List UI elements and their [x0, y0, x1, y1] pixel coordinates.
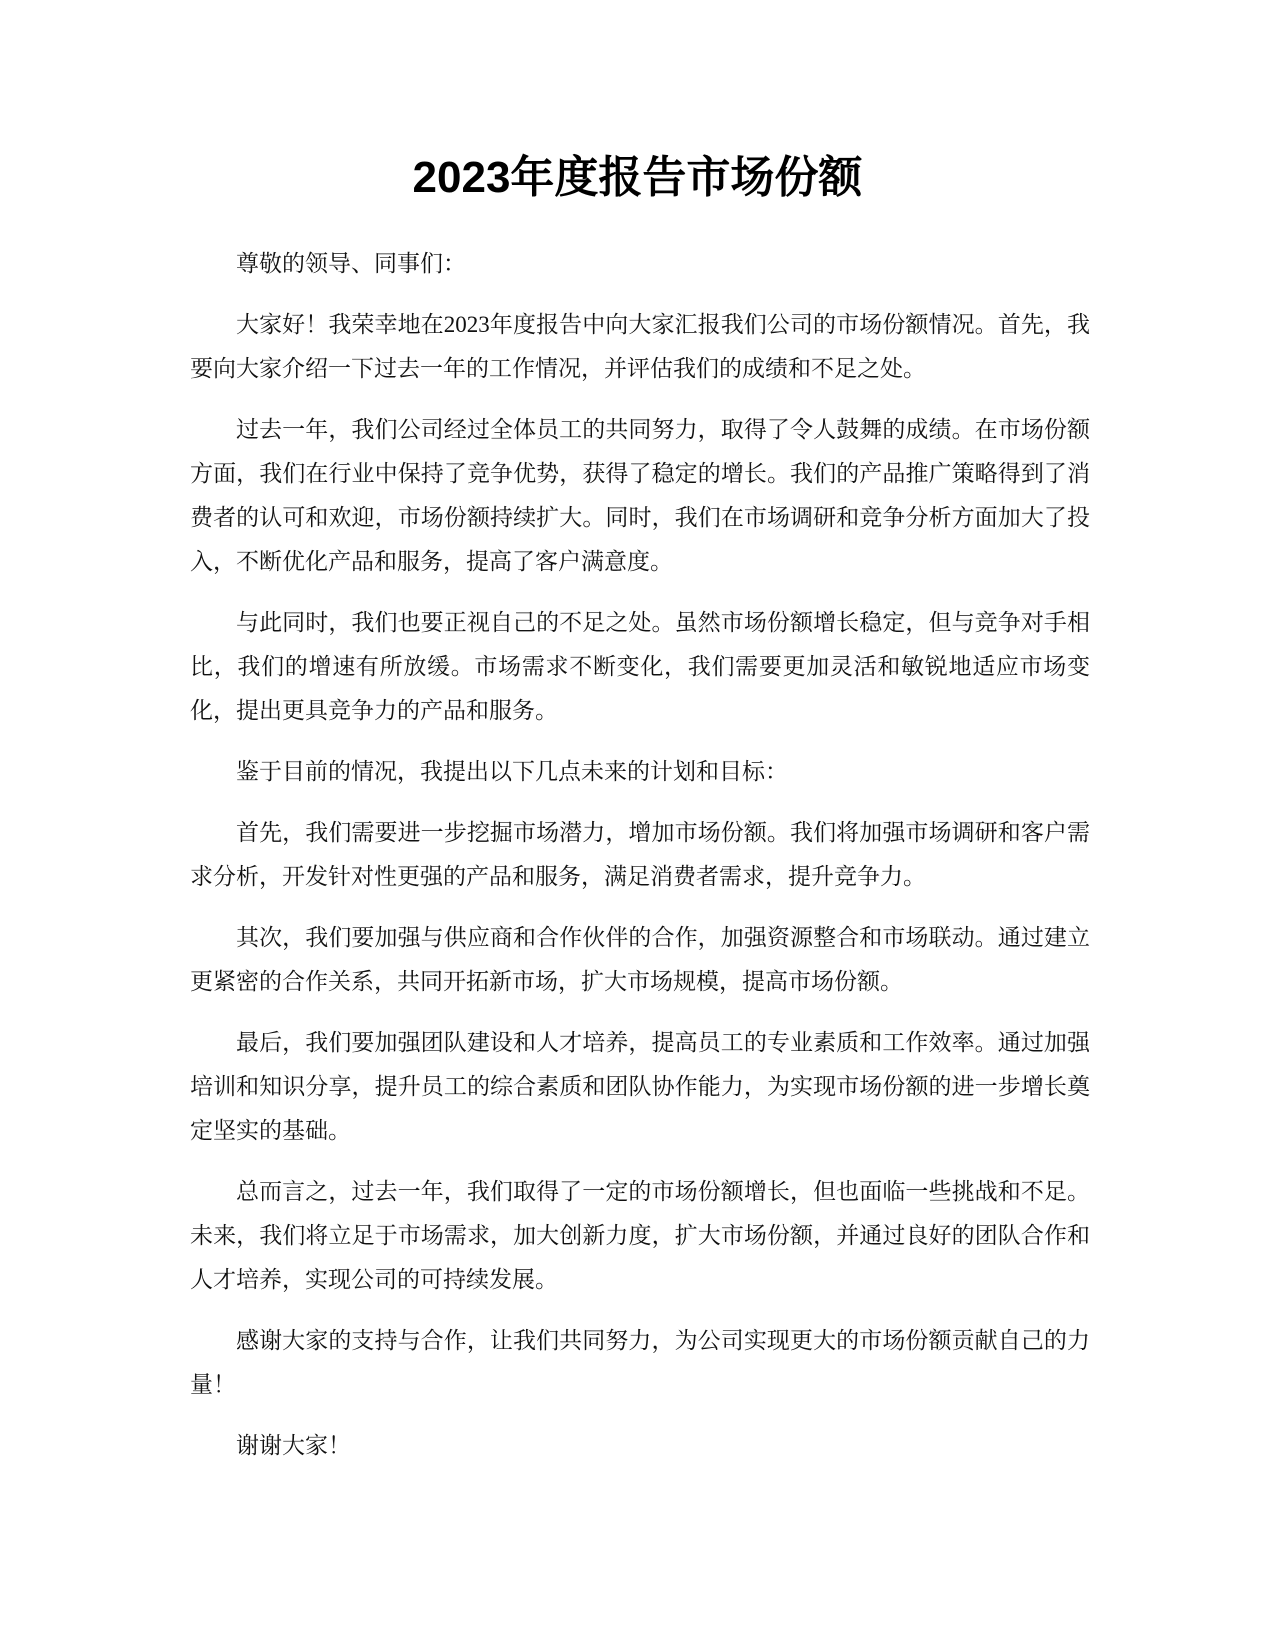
document-title: 2023年度报告市场份额 [412, 153, 863, 202]
achievements-paragraph: 过去一年，我们公司经过全体员工的共同努力，取得了令人鼓舞的成绩。在市场份额方面，我们在行业中保持了竞争优势，获得了稳定的增长。我们的产品推广策略得到了消费者的认可和欢迎，市场份额持续扩大。同时，我们在市场调研和竞争分析方面加大了投入，不断优化产品和服务，提高了客户满意度。 [190, 417, 1090, 574]
thanks-paragraph: 感谢大家的支持与合作，让我们共同努力，为公司实现更大的市场份额贡献自己的力量！ [190, 1328, 1090, 1397]
plan-second-paragraph: 其次，我们要加强与供应商和合作伙伴的合作，加强资源整合和市场联动。通过建立更紧密的合作关系，共同开拓新市场，扩大市场规模，提高市场份额。 [190, 925, 1090, 994]
closing-paragraph: 谢谢大家！ [236, 1433, 351, 1458]
plans-intro-paragraph: 鉴于目前的情况，我提出以下几点未来的计划和目标： [236, 759, 788, 784]
shortcomings-paragraph: 与此同时，我们也要正视自己的不足之处。虽然市场份额增长稳定，但与竞争对手相比，我们的增速有所放缓。市场需求不断变化，我们需要更加灵活和敏锐地适应市场变化，提出更具竞争力的产品和服务。 [190, 610, 1090, 723]
salutation-paragraph: 尊敬的领导、同事们： [236, 251, 466, 276]
plan-last-paragraph: 最后，我们要加强团队建设和人才培养，提高员工的专业素质和工作效率。通过加强培训和知识分享，提升员工的综合素质和团队协作能力，为实现市场份额的进一步增长奠定坚实的基础。 [190, 1030, 1090, 1143]
document-body [190, 242, 1090, 1485]
greeting-paragraph: 大家好！我荣幸地在2023年度报告中向大家汇报我们公司的市场份额情况。首先，我要向大家介绍一下过去一年的工作情况，并评估我们的成绩和不足之处。 [190, 312, 1090, 381]
summary-paragraph: 总而言之，过去一年，我们取得了一定的市场份额增长，但也面临一些挑战和不足。未来，我们将立足于市场需求，加大创新力度，扩大市场份额，并通过良好的团队合作和人才培养，实现公司的可持续发展。 [190, 1179, 1090, 1292]
plan-first-paragraph: 首先，我们需要进一步挖掘市场潜力，增加市场份额。我们将加强市场调研和客户需求分析，开发针对性更强的产品和服务，满足消费者需求，提升竞争力。 [190, 820, 1090, 889]
